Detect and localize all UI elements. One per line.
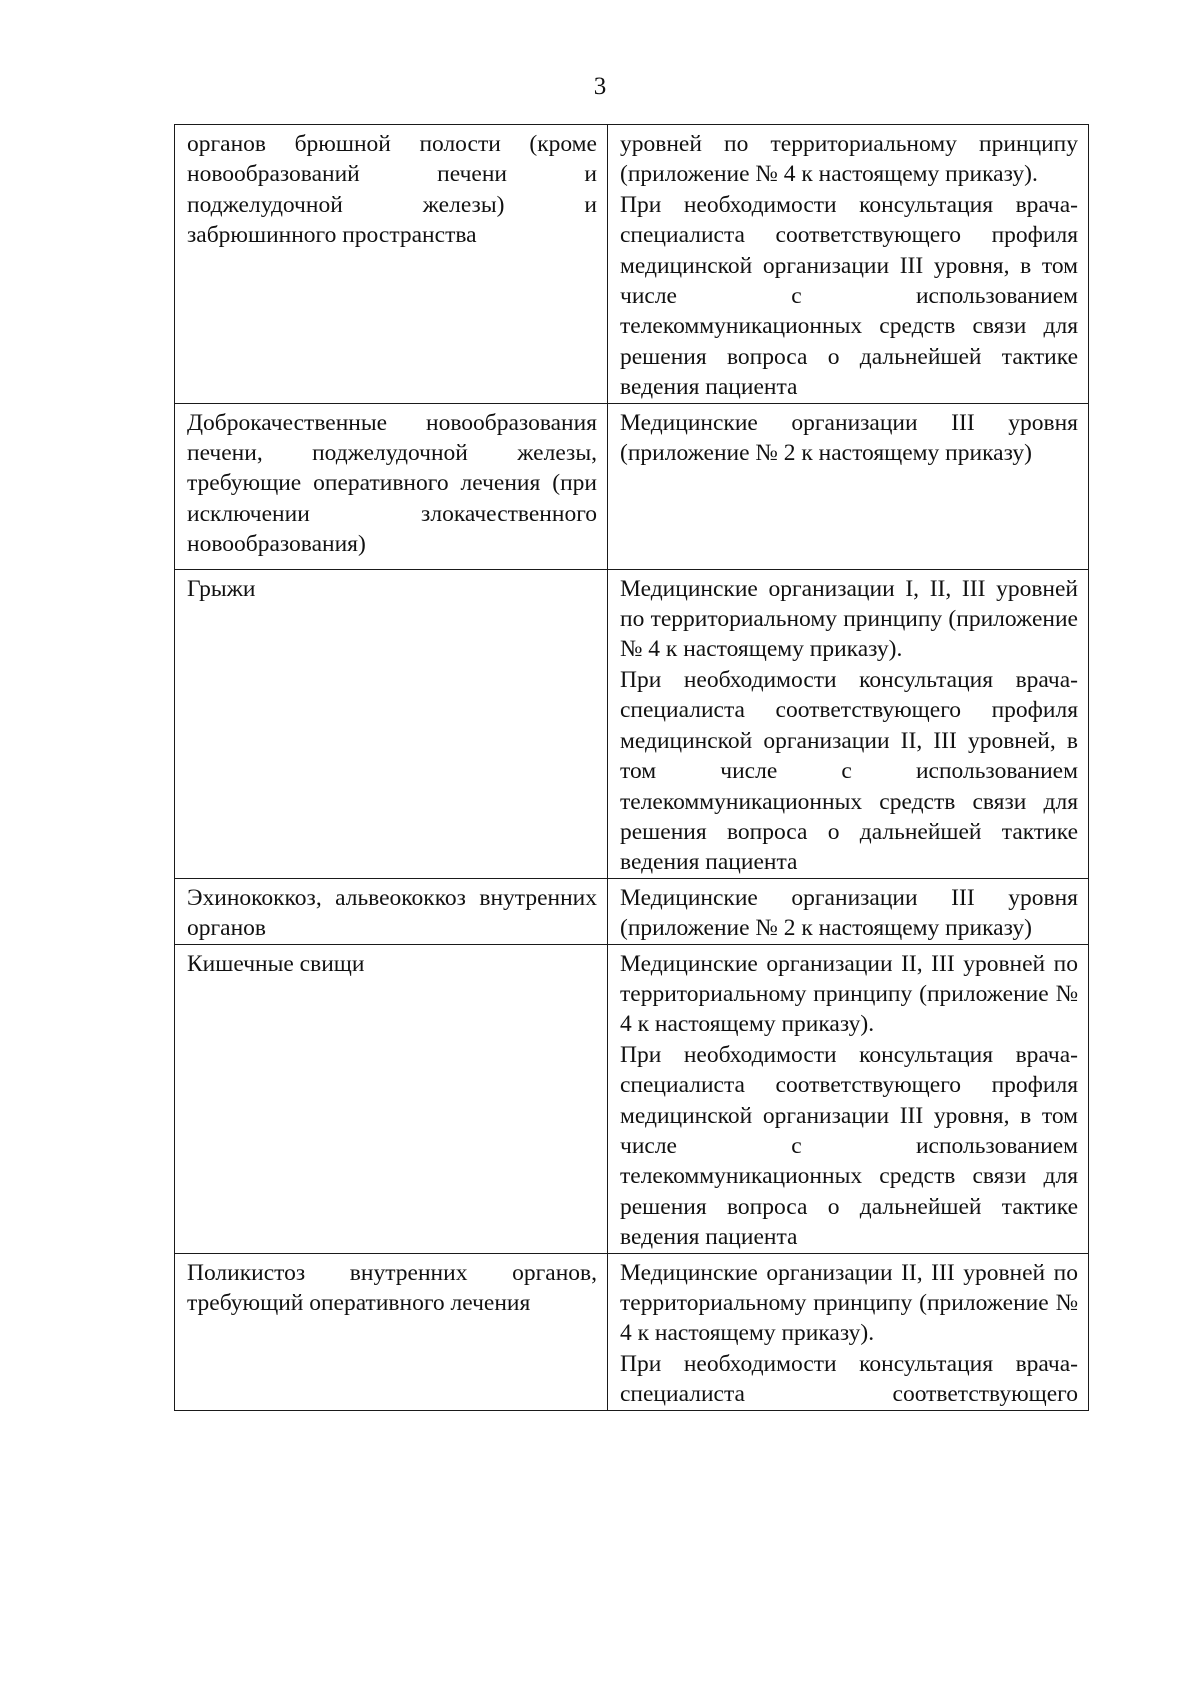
condition-text: органов брюшной полости (кроме новообразований печени и поджелудочной железы) и забрюшинного пространства: [187, 131, 597, 249]
organization-text: Медицинские организации I, II, III уровней по территориальному принципу (приложение № 4 к настоящему приказу).: [620, 575, 1078, 663]
condition-text: Поликистоз внутренних органов, требующий оперативного лечения: [187, 1259, 597, 1316]
condition-text: Доброкачественные новообразования печени, поджелудочной железы, требующие оперативного лечения (при исключении злокачественного новообразования): [187, 409, 597, 558]
organization-text: Медицинские организации II, III уровней по территориальному принципу (приложение № 4 к настоящему приказу).: [620, 950, 1078, 1038]
condition-text: Эхинококкоз, альвеококкоз внутренних органов: [187, 884, 597, 942]
consultation-text: При необходимости консультация врача-специалиста соответствующего профиля медицинской организации III уровня, в том числе с использованием телекоммуникационных средств связи для решения вопроса о дальнейшей тактике ведения пациента: [620, 191, 1078, 401]
organization-text: Медицинские организации III уровня (приложение № 2 к настоящему приказу): [620, 409, 1078, 467]
organization-cell: [608, 878, 1089, 944]
organization-cell: [608, 403, 1089, 569]
condition-cell: [175, 569, 608, 878]
organization-cell: [608, 569, 1089, 878]
referral-table: [174, 124, 1089, 1411]
table-row: [175, 1253, 1089, 1410]
condition-cell: [175, 1253, 608, 1410]
organization-cell: [608, 125, 1089, 404]
condition-cell: [175, 944, 608, 1253]
table-row: [175, 403, 1089, 569]
condition-cell: [175, 403, 608, 569]
condition-cell: [175, 125, 608, 404]
table-row: [175, 569, 1089, 878]
consultation-text: При необходимости консультация врача-специалиста соответствующего профиля медицинской организации II, III уровней, в том числе с использованием телекоммуникационных средств связи для решения вопроса о дальнейшей тактике ведения пациента: [620, 666, 1078, 876]
organization-text: Медицинские организации II, III уровней по территориальному принципу (приложение № 4 к настоящему приказу).: [620, 1259, 1078, 1347]
organization-cell: [608, 944, 1089, 1253]
table-row: [175, 125, 1089, 404]
page-number: 3: [593, 73, 607, 100]
organization-text: Медицинские организации III уровня (приложение № 2 к настоящему приказу): [620, 884, 1078, 942]
table-row: [175, 878, 1089, 944]
organization-text: уровней по территориальному принципу (приложение № 4 к настоящему приказу).: [620, 131, 1078, 188]
consultation-text: При необходимости консультация врача-специалиста соответствующего: [620, 1350, 1078, 1408]
condition-text: Кишечные свищи: [187, 950, 365, 977]
condition-text: Грыжи: [187, 575, 256, 602]
condition-cell: [175, 878, 608, 944]
organization-cell: [608, 1253, 1089, 1410]
consultation-text: При необходимости консультация врача-специалиста соответствующего профиля медицинской организации III уровня, в том числе с использованием телекоммуникационных средств связи для решения вопроса о дальнейшей тактике ведения пациента: [620, 1041, 1078, 1251]
table-row: [175, 944, 1089, 1253]
